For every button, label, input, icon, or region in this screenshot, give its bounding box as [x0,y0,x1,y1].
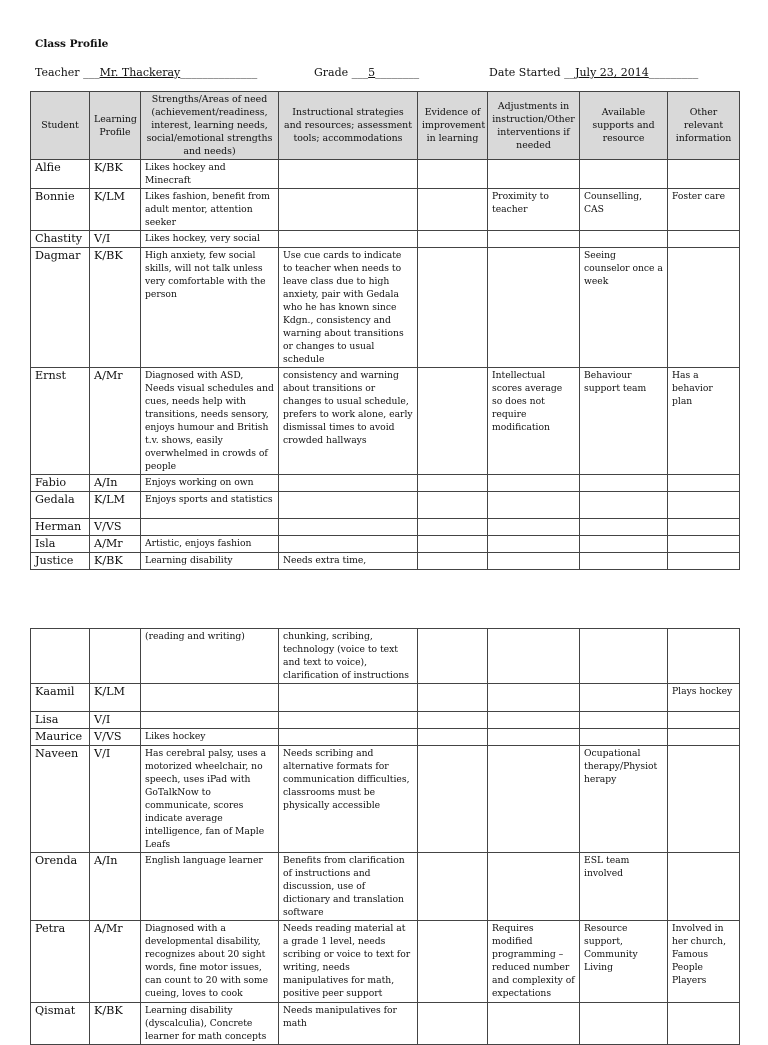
strategies-cell: Use cue cards to indicate to teacher when needs to leave class due to high anxiety, pair with Gedala who he has known since Kdgn., consistency and warning about transitions or changes to usual schedule [279,248,418,368]
header-strategies: Instructional strategies and resources; assessment tools; accommodations [279,92,418,160]
learning-profile-cell: A/In [90,475,141,492]
strategies-cell: chunking, scribing, technology (voice to text and text to voice), clarification of instructions [279,629,418,684]
other-info-cell [668,519,740,536]
evidence-cell [418,368,488,475]
strengths-cell: English language learner [141,853,279,921]
strengths-cell: Likes hockey [141,729,279,746]
student-name-cell: Dagmar [31,248,90,368]
student-name-cell: Maurice [31,729,90,746]
strengths-cell: Diagnosed with a developmental disability, recognizes about 20 sight words, fine motor issues, can count to 20 with some cueing, loves to cook [141,921,279,1003]
student-name-cell: Chastity [31,231,90,248]
strengths-cell: Learning disability [141,553,279,570]
document-title: Class Profile [35,38,109,50]
evidence-cell [418,746,488,853]
strengths-cell: Artistic, enjoys fashion [141,536,279,553]
student-name-cell: Naveen [31,746,90,853]
learning-profile-cell: K/BK [90,160,141,189]
strategies-cell [279,231,418,248]
supports-cell [580,712,668,729]
supports-cell [580,231,668,248]
strategies-cell [279,475,418,492]
adjustments-cell [488,248,580,368]
adjustments-cell [488,553,580,570]
strengths-cell: Diagnosed with ASD, Needs visual schedules and cues, needs help with transitions, needs sensory, enjoys humour and British t.v. shows, easily overwhelmed in crowds of people [141,368,279,475]
evidence-cell [418,231,488,248]
adjustments-cell [488,684,580,712]
supports-cell: ESL team involved [580,853,668,921]
strengths-cell [141,712,279,729]
learning-profile-cell: K/BK [90,553,141,570]
strengths-cell [141,519,279,536]
class-profile-table-continued [30,628,740,1045]
supports-cell: Resource support, Community Living [580,921,668,1003]
student-name-cell [31,629,90,684]
header-supports: Available supports and resource [580,92,668,160]
student-name-cell: Alfie [31,160,90,189]
header-student: Student [31,92,90,160]
evidence-cell [418,189,488,231]
learning-profile-cell: A/Mr [90,368,141,475]
evidence-cell [418,519,488,536]
other-info-cell: Foster care [668,189,740,231]
adjustments-cell [488,712,580,729]
adjustments-cell [488,746,580,853]
student-name-cell: Orenda [31,853,90,921]
supports-cell: Counselling, CAS [580,189,668,231]
adjustments-cell [488,729,580,746]
other-info-cell [668,629,740,684]
evidence-cell [418,553,488,570]
student-name-cell: Gedala [31,492,90,519]
strengths-cell: Likes hockey and Minecraft [141,160,279,189]
evidence-cell [418,853,488,921]
adjustments-cell: Intellectual scores average so does not require modification [488,368,580,475]
learning-profile-cell: K/BK [90,248,141,368]
student-name-cell: Herman [31,519,90,536]
date-label: Date Started [489,66,561,79]
strengths-cell: Learning disability (dyscalculia), Concrete learner for math concepts [141,1003,279,1045]
other-info-cell [668,746,740,853]
evidence-cell [418,921,488,1003]
adjustments-cell [488,492,580,519]
supports-cell [580,475,668,492]
other-info-cell [668,475,740,492]
strengths-cell: Likes fashion, benefit from adult mentor, attention seeker [141,189,279,231]
strategies-cell [279,189,418,231]
header-row [31,92,740,160]
learning-profile-cell: K/LM [90,684,141,712]
evidence-cell [418,729,488,746]
table-row [31,684,740,712]
evidence-cell [418,248,488,368]
strategies-cell [279,519,418,536]
other-info-cell: Involved in her church, Famous People Players [668,921,740,1003]
strengths-cell: High anxiety, few social skills, will not talk unless very comfortable with the person [141,248,279,368]
other-info-cell [668,248,740,368]
strategies-cell [279,712,418,729]
adjustments-cell [488,231,580,248]
table-row [31,475,740,492]
table-row [31,853,740,921]
strategies-cell: consistency and warning about transitions or changes to usual schedule, prefers to work alone, early dismissal times to avoid crowded hallways [279,368,418,475]
supports-cell [580,519,668,536]
other-info-cell [668,160,740,189]
supports-cell [580,553,668,570]
learning-profile-cell: V/I [90,746,141,853]
strengths-cell: Likes hockey, very social [141,231,279,248]
strengths-cell [141,684,279,712]
student-name-cell: Lisa [31,712,90,729]
other-info-cell [668,536,740,553]
adjustments-cell [488,536,580,553]
supports-cell [580,492,668,519]
supports-cell [580,160,668,189]
learning-profile-cell [90,629,141,684]
class-profile-table [30,91,740,570]
table-row [31,746,740,853]
strategies-cell: Needs scribing and alternative formats for communication difficulties, classrooms must be physically accessible [279,746,418,853]
table-row [31,921,740,1003]
strategies-cell [279,729,418,746]
table-row [31,729,740,746]
other-info-cell [668,712,740,729]
table-row [31,231,740,248]
evidence-cell [418,629,488,684]
strengths-cell: Has cerebral palsy, uses a motorized wheelchair, no speech, uses iPad with GoTalkNow to communicate, scores indicate average intelligence, fan of Maple Leafs [141,746,279,853]
table-row [31,553,740,570]
evidence-cell [418,492,488,519]
learning-profile-cell: A/In [90,853,141,921]
adjustments-cell [488,853,580,921]
learning-profile-cell: K/LM [90,189,141,231]
student-name-cell: Isla [31,536,90,553]
supports-cell: Behaviour support team [580,368,668,475]
header-learning-profile: Learning Profile [90,92,141,160]
table-row [31,629,740,684]
evidence-cell [418,684,488,712]
adjustments-cell [488,519,580,536]
teacher-value: Mr. Thackeray [99,66,181,79]
other-info-cell [668,553,740,570]
strategies-cell [279,536,418,553]
strengths-cell: Enjoys working on own [141,475,279,492]
teacher-field: Teacher ___Mr. Thackeray______________ [35,66,258,79]
grade-label: Grade [314,66,349,79]
table-row [31,160,740,189]
learning-profile-cell: V/VS [90,519,141,536]
date-value: July 23, 2014 [575,66,649,79]
supports-cell: Seeing counselor once a week [580,248,668,368]
student-name-cell: Qismat [31,1003,90,1045]
table-row [31,368,740,475]
adjustments-cell: Proximity to teacher [488,189,580,231]
header-adjustments: Adjustments in instruction/Other interventions if needed [488,92,580,160]
table-row [31,536,740,553]
strategies-cell [279,492,418,519]
student-name-cell: Fabio [31,475,90,492]
strategies-cell: Benefits from clarification of instructions and discussion, use of dictionary and translation software [279,853,418,921]
strategies-cell [279,684,418,712]
learning-profile-cell: K/LM [90,492,141,519]
adjustments-cell [488,160,580,189]
strengths-cell: (reading and writing) [141,629,279,684]
evidence-cell [418,712,488,729]
strategies-cell: Needs reading material at a grade 1 level, needs scribing or voice to text for writing, needs manipulatives for math, positive peer support [279,921,418,1003]
other-info-cell [668,729,740,746]
student-name-cell: Ernst [31,368,90,475]
strategies-cell: Needs extra time, [279,553,418,570]
table-row [31,189,740,231]
other-info-cell: Plays hockey [668,684,740,712]
supports-cell: Ocupational therapy/Physiot herapy [580,746,668,853]
supports-cell [580,536,668,553]
supports-cell [580,729,668,746]
table-row [31,712,740,729]
other-info-cell [668,231,740,248]
learning-profile-cell: A/Mr [90,536,141,553]
learning-profile-cell: V/I [90,712,141,729]
header-evidence: Evidence of improvement in learning [418,92,488,160]
learning-profile-cell: K/BK [90,1003,141,1045]
table-row [31,492,740,519]
student-name-cell: Kaamil [31,684,90,712]
evidence-cell [418,160,488,189]
grade-field: Grade ___5________ [314,66,420,79]
supports-cell [580,629,668,684]
adjustments-cell [488,629,580,684]
adjustments-cell [488,475,580,492]
other-info-cell [668,853,740,921]
student-name-cell: Petra [31,921,90,1003]
evidence-cell [418,536,488,553]
student-name-cell: Bonnie [31,189,90,231]
other-info-cell [668,492,740,519]
adjustments-cell: Requires modified programming – reduced number and complexity of expectations [488,921,580,1003]
teacher-label: Teacher [35,66,80,79]
evidence-cell [418,475,488,492]
table-row [31,248,740,368]
strategies-cell: Needs manipulatives for math [279,1003,418,1045]
header-other: Other relevant information [668,92,740,160]
header-strengths: Strengths/Areas of need (achievement/readiness, interest, learning needs, social/emotional strengths and needs) [141,92,279,160]
table-row [31,519,740,536]
date-field: Date Started __July 23, 2014_________ [489,66,699,79]
student-name-cell: Justice [31,553,90,570]
supports-cell [580,684,668,712]
learning-profile-cell: V/VS [90,729,141,746]
strategies-cell [279,160,418,189]
learning-profile-cell: A/Mr [90,921,141,1003]
strengths-cell: Enjoys sports and statistics [141,492,279,519]
learning-profile-cell: V/I [90,231,141,248]
grade-value: 5 [368,66,376,79]
other-info-cell: Has a behavior plan [668,368,740,475]
